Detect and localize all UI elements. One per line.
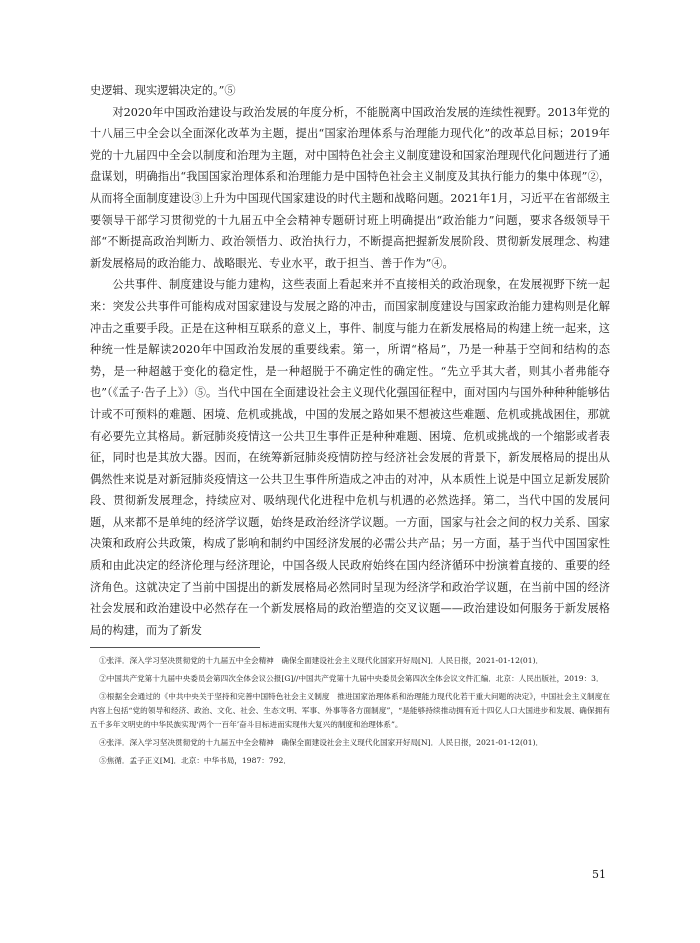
body-paragraph-1: 对2020年中国政治建设与政治发展的年度分析，不能脱离中国政治发展的连续性视野。2013年党的十八届三中全会以全面深化改革为主题，提出“国家治理体系与治理能力现代化”的改革总目标；2019年党的十九届四中全会以制度和治理为主题，对中国特色社会主义制度建设和国家治理现代化问题进行了通盘谋划，明确指出“我国国家治理体系和治理能力是中国特色社会主义制度及其执行能力的集中体现”②，从而将全面制度建设③上升为中国现代国家建设的时代主题和战略问题。2021年1月，习近平在省部级主要领导干部学习贯彻党的十九届五中全会精神专题研讨班上明确提出“政治能力”问题，要求各级领导干部“不断提高政治判断力、政治领悟力、政治执行力，不断提高把握新发展阶段、贯彻新发展理念、构建新发展格局的政治能力、战略眼光、专业水平，敢于担当、善于作为”④。 [90,105,610,270]
footnote-separator [90,647,260,648]
footnote-5: ⑤焦循．孟子正义[M]．北京：中华书局，1987：792． [99,756,291,766]
page-number: 51 [592,868,606,881]
body-paragraph-continued: 史逻辑、现实逻辑决定的。”⑤ [90,84,236,97]
footnote-2: ②中国共产党第十九届中央委员会第四次全体会议公报[G]//中国共产党第十九届中央委员会第四次全体会议文件汇编．北京：人民出版社，2019：3． [99,674,604,684]
footnotes [90,654,610,768]
body-paragraph-2: 公共事件、制度建设与能力建构，这些表面上看起来并不直接相关的政治现象，在发展视野下统一起来：突发公共事件可能构成对国家建设与发展之路的冲击，而国家制度建设与国家政治能力建构则是化解冲击之重要手段。正是在这种相互联系的意义上，事件、制度与能力在新发展格局的构建上统一起来，这种统一性是解读2020年中国政治发展的重要线索。第一，所谓“格局”，乃是一种基于空间和结构的态势，是一种超越于变化的稳定性，是一种超脱于不确定性的确定性。“先立乎其大者，则其小者弗能夺也”（《孟子·告子上》）⑤。当代中国在全面建设社会主义现代化强国征程中，面对国内与国外种种种能够估计或不可预料的难题、困境、危机或挑战，中国的发展之路如果不想被这些难题、危机或挑战困住，那就有必要先立其格局。新冠肺炎疫情这一公共卫生事件正是种种难题、困境、危机或挑战的一个缩影或者表征，同时也是其放大器。因而，在统筹新冠肺炎疫情防控与经济社会发展的背景下，新发展格局的提出从偶然性来说是对新冠肺炎疫情这一公共卫生事件所造成之冲击的对冲，从本质性上说是中国立足新发展阶段、贯彻新发展理念，持续应对、吸纳现代化进程中危机与机遇的必然选择。第二，当代中国的发展问题，从来都不是单纯的经济学议题，始终是政治经济学议题。一方面，国家与社会之间的权力关系、国家决策和政府公共政策，构成了影响和制约中国经济发展的必需公共产品；另一方面，基于当代中国国家性质和由此决定的经济伦理与经济理论，中国各级人民政府始终在国内经济循环中扮演着直接的、重要的经济角色。这就决定了当前中国提出的新发展格局必然同时呈现为经济学和政治学议题，在当前中国的经济社会发展和政治建设中必然存在一个新发展格局的政治塑造的交叉议题——政治建设如何服务于新发展格局的构建，而为了新发 [90,278,610,637]
article-page [90,80,610,772]
footnote-4: ④张洋．深入学习坚决贯彻党的十九届五中全会精神 确保全面建设社会主义现代化国家开好局[N]．人民日报，2021-01-12(01)． [99,738,544,748]
footnote-1: ①张洋．深入学习坚决贯彻党的十九届五中全会精神 确保全面建设社会主义现代化国家开好局[N]．人民日报，2021-01-12(01)． [99,656,544,666]
footnote-3: ③根据全会通过的《中共中央关于坚持和完善中国特色社会主义制度 推进国家治理体系和治理能力现代化若干重大问题的决定》，中国社会主义制度在内容上包括“党的领导和经济、政治、文化、社会、生态文明、军事、外事等各方面制度”，“是能够持续推动拥有近十四亿人口大国进步和发展、确保拥有五千多年文明史的中华民族实现‘两个一百年’奋斗目标进而实现伟大复兴的制度和治理体系”。 [90,692,610,730]
